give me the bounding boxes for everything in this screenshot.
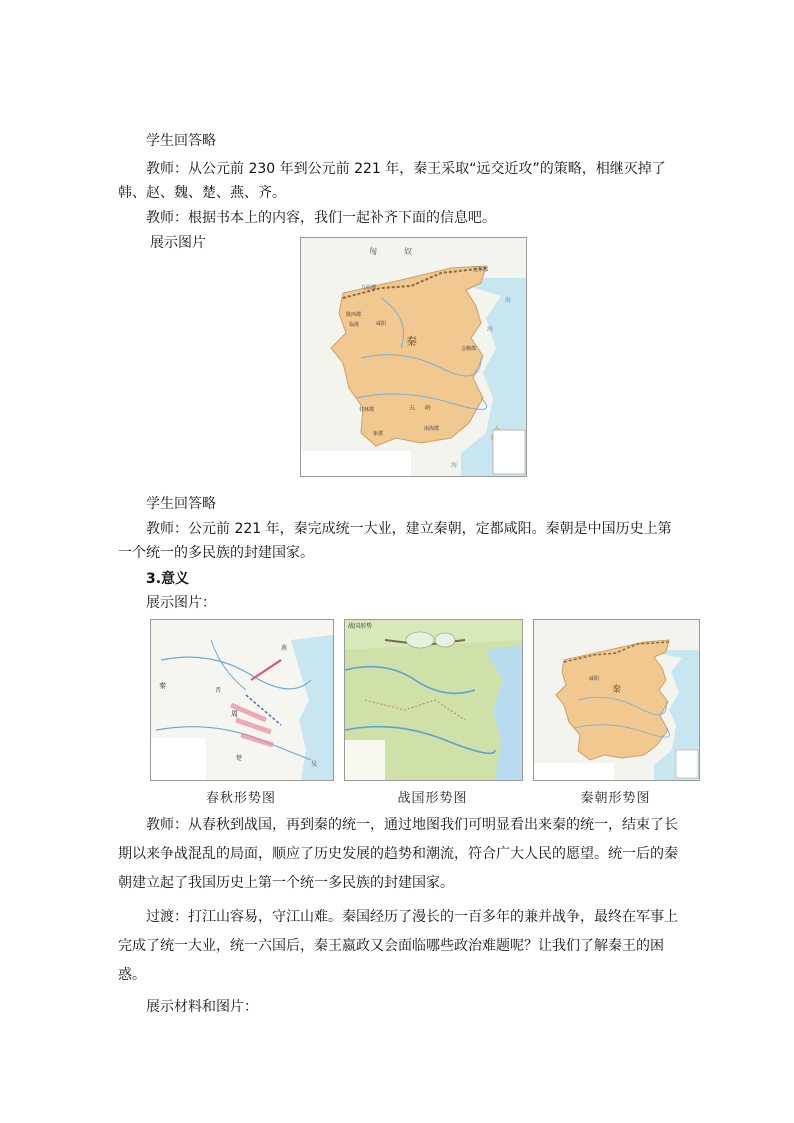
map-label-nanhai: 南海郡 bbox=[424, 426, 440, 432]
map-label-qin: 秦 bbox=[406, 335, 417, 348]
map-label-wu: 五 bbox=[409, 405, 416, 412]
map-label-guilin: 桂林郡 bbox=[359, 407, 375, 413]
paragraph-teacher-significance: 教师：从春秋到战国，再到秦的统一，通过地图我们可明显看出来秦的统一，结束了长期以来争战混乱的局面，顺应了历史发展的趋势和潮流，符合广大人民的愿望。统一后的秦朝建立起了我国历史上第一个统一多民族的封建国家。 bbox=[118, 817, 678, 891]
paragraph-teacher-fill-info: 教师：根据书本上的内容，我们一起补齐下面的信息吧。 bbox=[146, 210, 496, 226]
map-label-ling: 岭 bbox=[425, 405, 432, 412]
map-label-kuaiji: 会稽郡 bbox=[461, 346, 477, 352]
map-label-xiang: 象郡 bbox=[373, 431, 384, 437]
paragraph-student-answer-2: 学生回答略 bbox=[146, 496, 216, 512]
caption-spring-autumn: 春秋形势图 bbox=[205, 791, 276, 806]
warring-states-map bbox=[344, 619, 523, 781]
sa-label-wu: 吴 bbox=[311, 761, 318, 768]
map-label-sea-3: 海 bbox=[451, 462, 458, 469]
sa-label-chu: 楚 bbox=[236, 755, 243, 762]
sa-label-qin: 秦 bbox=[159, 682, 166, 690]
paragraph-show-materials: 展示材料和图片： bbox=[146, 999, 258, 1015]
map-label-longxi: 陇西郡 bbox=[346, 312, 362, 318]
paragraph-teacher-unification: 教师：公元前 221 年，秦完成统一大业，建立秦朝，定都咸阳。秦朝是中国历史上第一个统一的多民族的封建国家。 bbox=[118, 521, 672, 561]
warring-states-svg bbox=[345, 620, 522, 780]
map-label-liaodong: 辽东郡 bbox=[473, 267, 489, 273]
map-label-xiongnu-2: 奴 bbox=[404, 247, 412, 256]
qin-territory-map bbox=[300, 237, 527, 477]
spring-autumn-map bbox=[150, 619, 334, 781]
ws-map-title: 战国形势 bbox=[348, 623, 373, 630]
section-heading-significance: 3.意义 bbox=[146, 571, 190, 587]
paragraph-student-answer-1: 学生回答略 bbox=[146, 133, 216, 149]
sa-label-yan: 燕 bbox=[281, 645, 288, 652]
qd-label-qin: 秦 bbox=[612, 685, 622, 695]
sa-label-zhou: 周 bbox=[231, 710, 238, 718]
spring-autumn-svg bbox=[151, 620, 333, 780]
qin-map-svg bbox=[301, 238, 526, 476]
map-label-jiuyuan: 九原郡 bbox=[361, 285, 377, 291]
paragraph-transition: 过渡：打江山容易，守江山难。秦国经历了漫长的一百多年的兼并战争，最终在军事上完成了统一大业，统一六国后，秦王嬴政又会面临哪些政治难题呢？让我们了解秦王的困惑。 bbox=[118, 909, 678, 983]
map-label-xiongnu-1: 匈 bbox=[369, 247, 377, 256]
caption-qin-dynasty: 秦朝形势图 bbox=[580, 791, 651, 806]
map-label-sea-2: 海 bbox=[487, 326, 494, 333]
map-label-xianyang: 咸阳 bbox=[376, 321, 387, 327]
paragraph-teacher-strategy: 教师：从公元前 230 年到公元前 221 年，秦王采取“远交近攻”的策略，相继灭掉了韩、赵、魏、楚、燕、齐。 bbox=[118, 161, 666, 201]
caption-warring-states: 战国形势图 bbox=[397, 791, 468, 806]
paragraph-show-pictures: 展示图片： bbox=[146, 595, 216, 611]
paragraph-show-picture: 展示图片 bbox=[150, 235, 206, 251]
qin-dynasty-small-svg bbox=[534, 620, 699, 780]
qin-dynasty-small-map bbox=[533, 619, 700, 781]
map-label-sea-1: 海 bbox=[505, 297, 512, 304]
qd-label-xianyang: 咸阳 bbox=[589, 676, 600, 682]
sa-label-jin: 晋 bbox=[215, 687, 222, 694]
map-label-lintao: 临洮 bbox=[349, 322, 360, 328]
